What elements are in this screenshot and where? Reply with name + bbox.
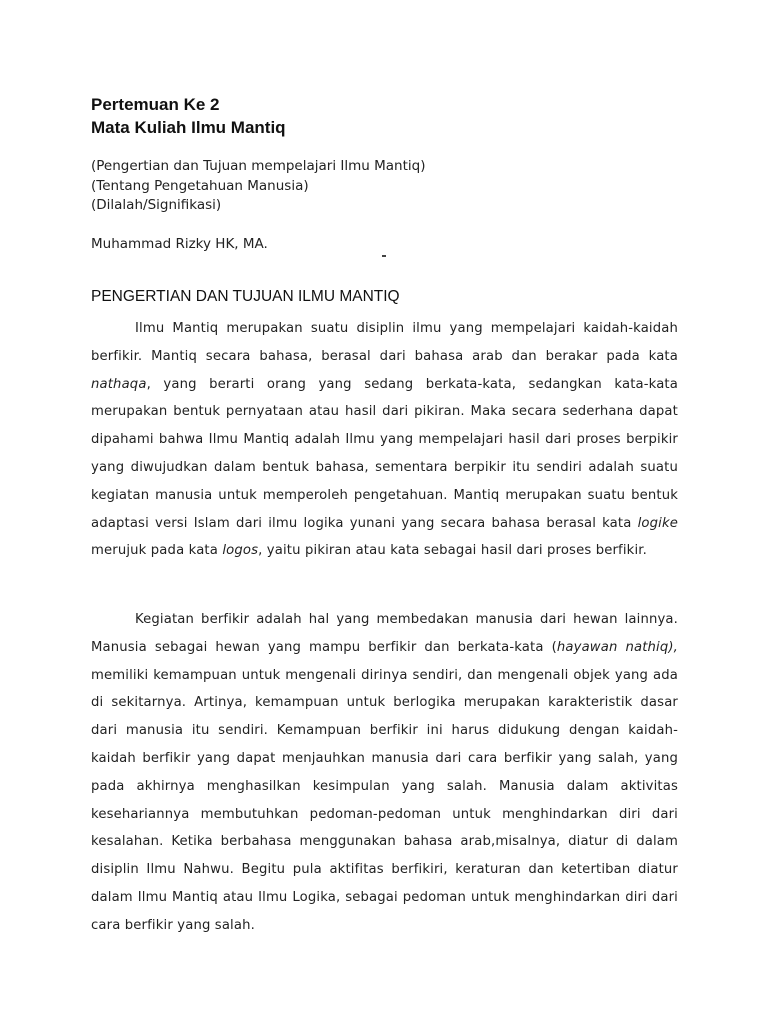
title-line-course: Mata Kuliah Ilmu Mantiq [91,118,286,137]
paragraph-text: Kegiatan berfikir adalah hal yang membedakan manusia dari hewan lainnya. Manusia sebagai hewan yang mampu berfikir dan berkata-kata ( [91,612,678,655]
italic-term: logike [637,515,678,531]
subtitle-list [91,157,425,216]
paragraph-text: memiliki kemampuan untuk mengenali dirinya sendiri, dan mengenali objek yang ada di sekitarnya. Artinya, kemampuan untuk berlogika merupakan karakteristik dasar dari manusia itu sendiri. Kemampuan berfikir ini harus didukung dengan kaidah-kaidah berfikir yang dapat menjauhkan manusia dari cara berfikir yang salah, yang pada akhirnya menghasilkan kesimpulan yang salah. Manusia dalam aktivitas kesehariannya membutuhkan pedoman-pedoman untuk menghindarkan diri dari kesalahan. Ketika berbahasa menggunakan bahasa arab,misalnya, diatur di dalam disiplin Ilmu Nahwu. Begitu pula aktifitas berfikiri, keraturan dan ketertiban diatur dalam Ilmu Mantiq atau Ilmu Logika, sebagai pedoman untuk menghindarkan diri dari cara berfikir yang salah. [91,667,678,933]
body-paragraph-1 [91,315,678,565]
paragraph-text: , yaitu pikiran atau kata sebagai hasil dari proses berfikir. [258,543,647,559]
paragraph-text: , yang berarti orang yang sedang berkata-kata, sedangkan kata-kata merupakan bentuk pernyataan atau hasil dari pikiran. Maka secara sederhana dapat dipahami bahwa Ilmu Mantiq adalah Ilmu yang mempelajari hasil dari proses berpikir yang diwujudkan dalam bentuk bahasa, sementara berpikir itu sendiri adalah suatu kegiatan manusia untuk memperoleh pengetahuan. Mantiq merupakan suatu bentuk adaptasi versi Islam dari ilmu logika yunani yang secara bahasa berasal kata [91,376,678,531]
italic-term: hayawan nathiq), [556,639,678,655]
author-name: Muhammad Rizky HK, MA. [91,236,268,252]
subtitle-line: (Tentang Pengetahuan Manusia) [91,177,309,194]
paragraph-text: merujuk pada kata [91,543,223,559]
title-line-meeting: Pertemuan Ke 2 [91,95,220,114]
section-heading: PENGERTIAN DAN TUJUAN ILMU MANTIQ [91,288,400,305]
italic-term: logos [222,543,259,559]
italic-term: nathaqa [91,376,147,392]
paragraph-text: Ilmu Mantiq merupakan suatu disiplin ilmu yang mempelajari kaidah-kaidah berfikir. Mantiq secara bahasa, berasal dari bahasa arab dan berakar pada kata [91,321,678,364]
stray-mark [382,255,386,257]
document-title [91,93,286,139]
body-paragraph-2 [91,606,678,940]
subtitle-line: (Pengertian dan Tujuan mempelajari Ilmu Mantiq) [91,158,426,174]
subtitle-line: (Dilalah/Signifikasi) [91,197,222,213]
